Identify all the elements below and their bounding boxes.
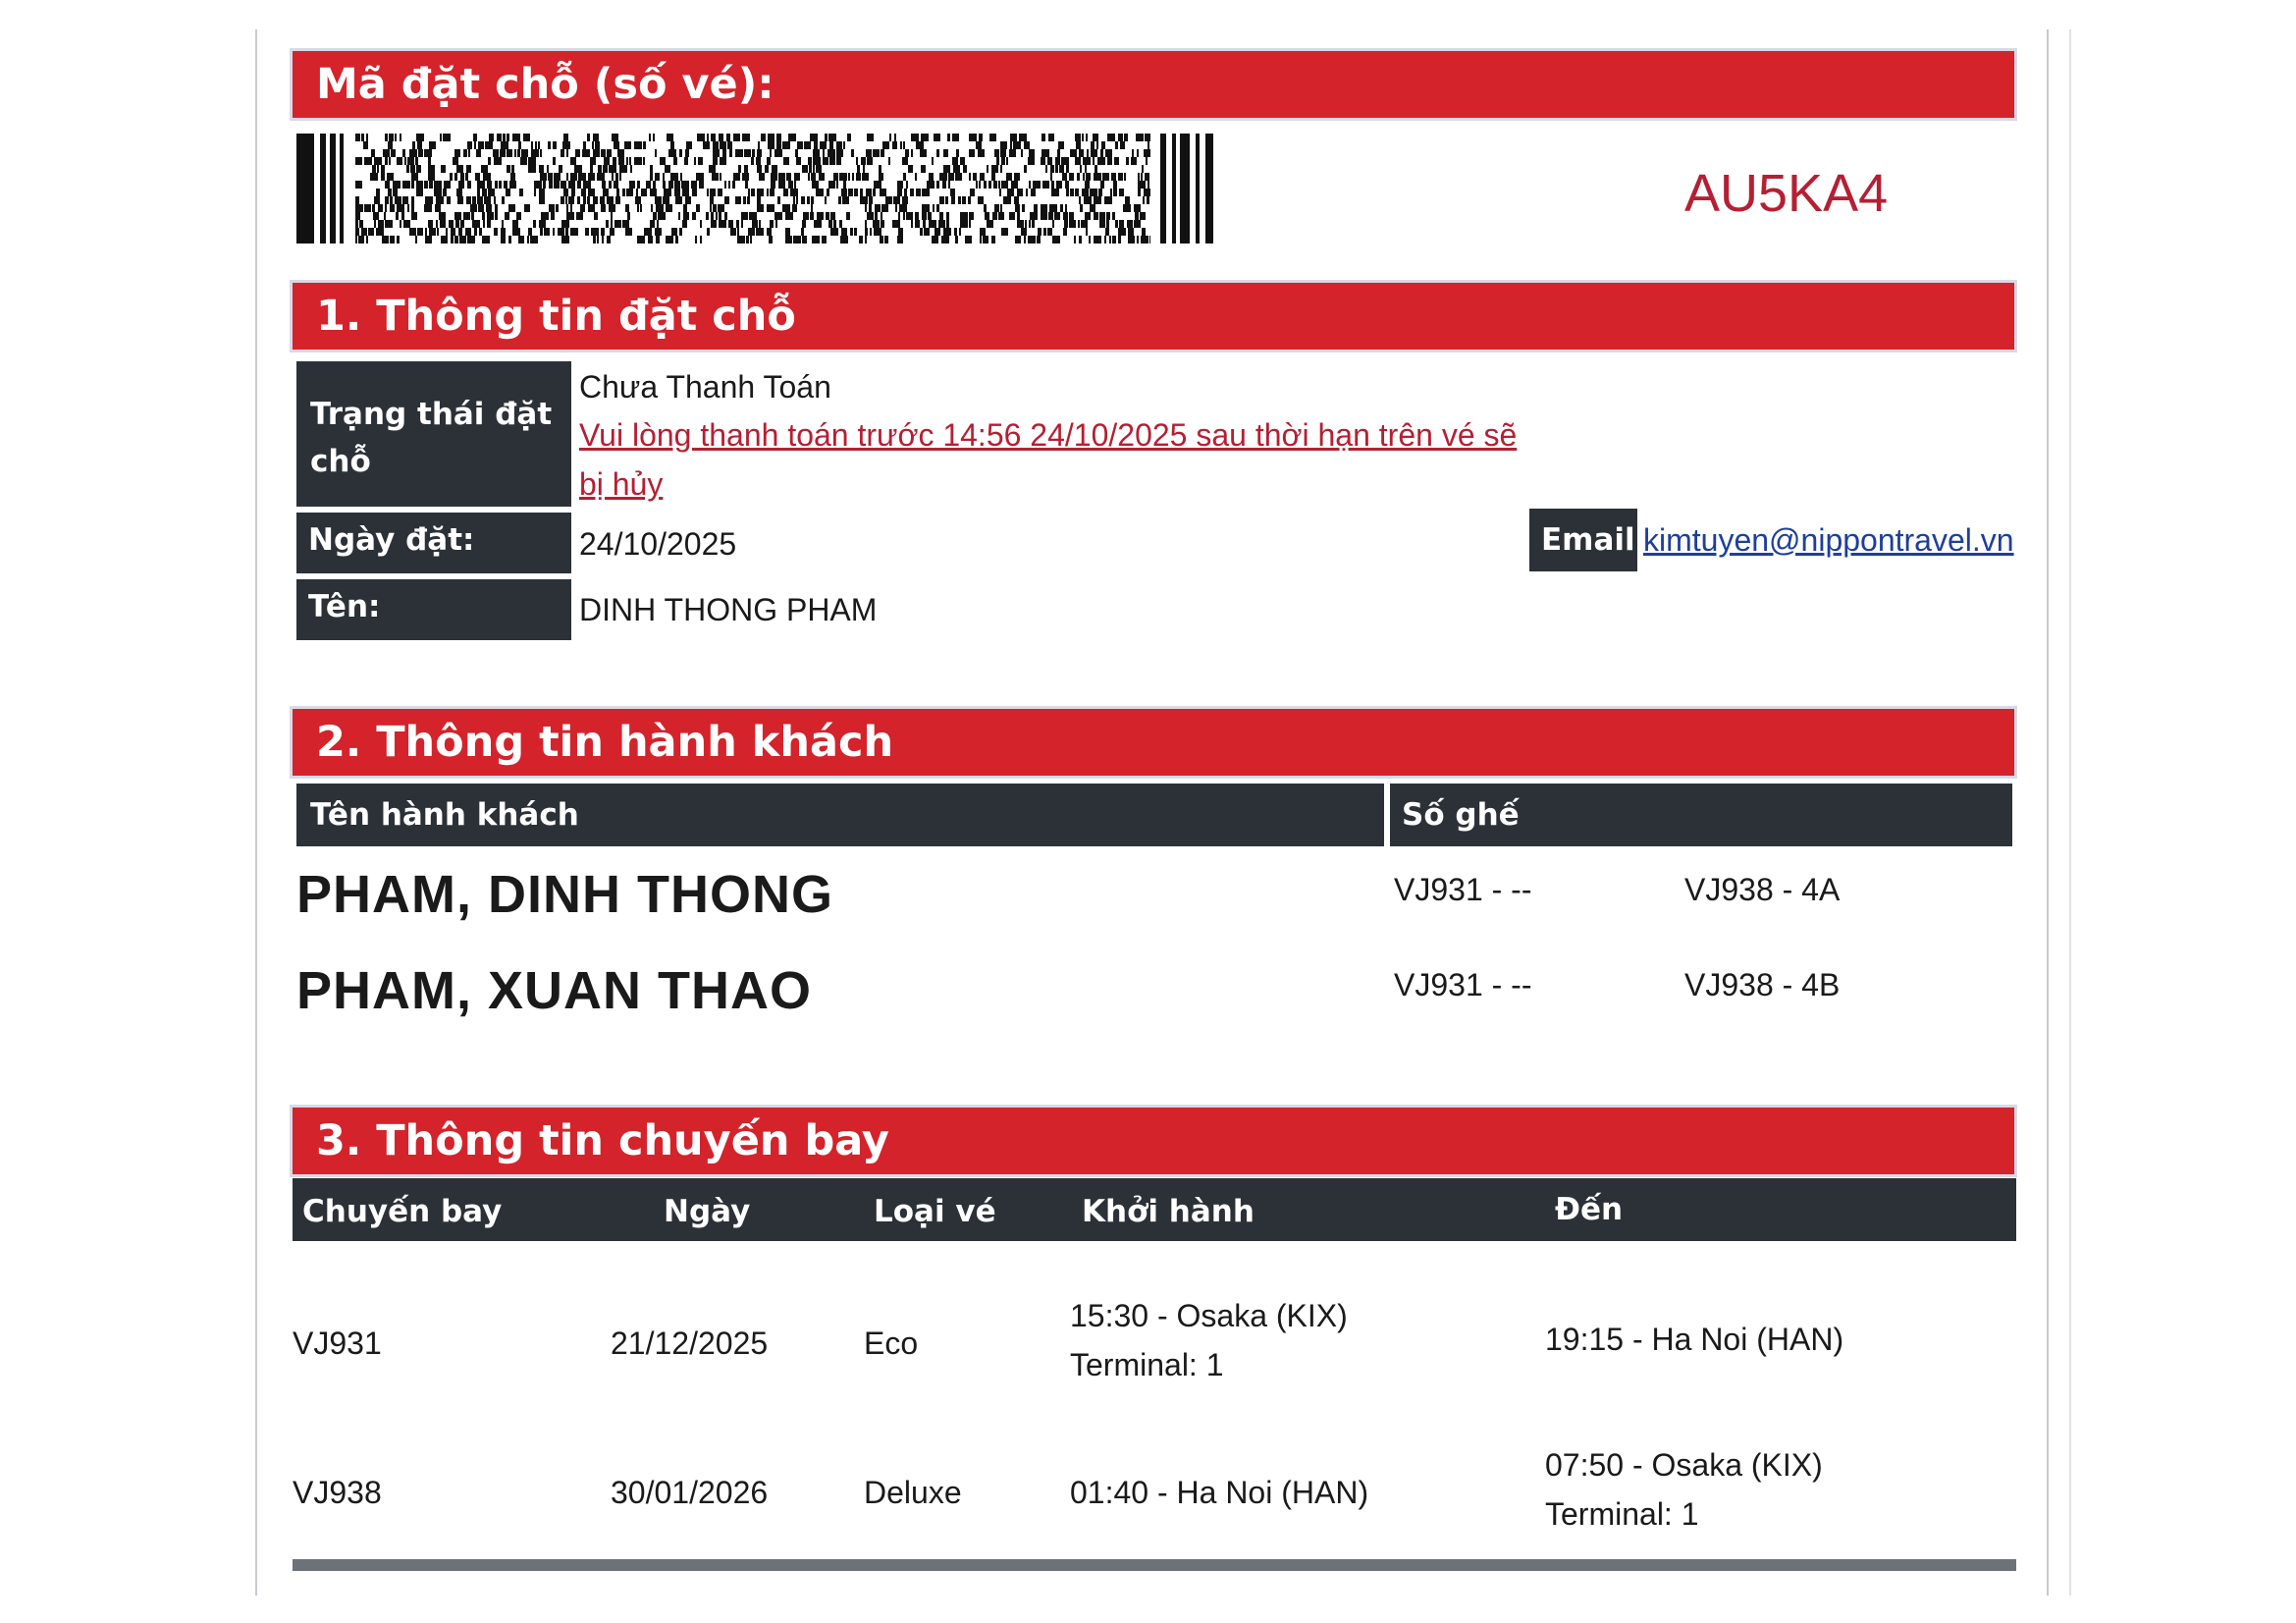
flight-number: VJ931: [293, 1325, 382, 1361]
col-flight: Chuyến bay: [302, 1194, 503, 1229]
barcode-image: [296, 134, 1215, 243]
flight-date: 21/12/2025: [611, 1325, 769, 1361]
passenger-name: PHAM, XUAN THAO: [296, 961, 812, 1020]
booking-info-heading: 1. Thông tin đặt chỗ: [293, 283, 2014, 350]
arrival-time: 07:50 - Osaka (KIX): [1545, 1447, 1823, 1483]
departure-terminal: Terminal: 1: [1070, 1347, 1224, 1382]
passenger-info-heading: 2. Thông tin hành khách: [293, 709, 2014, 776]
table-bottom-rule: [293, 1559, 2016, 1571]
page-border-right: [2047, 29, 2049, 1596]
status-label: Trạng thái đặt chỗ: [296, 361, 571, 507]
name-label: Tên:: [296, 579, 571, 640]
page-border-right-outer: [2069, 29, 2071, 1596]
passenger-name-header: Tên hành khách: [296, 784, 1384, 846]
email-label: Email: [1529, 509, 1637, 571]
date-value: 24/10/2025: [579, 526, 737, 562]
col-date: Ngày: [664, 1194, 751, 1229]
seat-header: Số ghế: [1390, 784, 2012, 846]
booking-code: AU5KA4: [1684, 164, 1889, 223]
email-link[interactable]: kimtuyen@nippontravel.vn: [1643, 522, 2014, 558]
status-value: Chưa Thanh Toán: [579, 369, 831, 405]
passenger-name: PHAM, DINH THONG: [296, 865, 833, 924]
arrival-time: 19:15 - Ha Noi (HAN): [1545, 1322, 1844, 1357]
name-value: DINH THONG PHAM: [579, 592, 878, 627]
arrival-terminal: Terminal: 1: [1545, 1496, 1699, 1532]
flight-info-heading: 3. Thông tin chuyến bay: [293, 1108, 2014, 1174]
flight-number: VJ938: [293, 1475, 382, 1510]
fare-class: Deluxe: [864, 1475, 962, 1510]
departure-time: 15:30 - Osaka (KIX): [1070, 1298, 1348, 1333]
payment-deadline-note[interactable]: Vui lòng thanh toán trước 14:56 24/10/2025 sau thời hạn trên vé sẽ bị hủy: [579, 417, 1518, 502]
seat-return: VJ938 - 4B: [1684, 967, 1841, 1002]
seat-outbound: VJ931 - --: [1394, 872, 1532, 907]
fare-class: Eco: [864, 1325, 919, 1361]
flight-date: 30/01/2026: [611, 1475, 769, 1510]
col-arrival: Đến: [1555, 1192, 1624, 1227]
col-fare-class: Loại vé: [874, 1194, 996, 1229]
col-departure: Khởi hành: [1082, 1194, 1255, 1229]
page-border-left: [255, 29, 257, 1596]
booking-code-heading: Mã đặt chỗ (số vé):: [293, 51, 2014, 118]
seat-outbound: VJ931 - --: [1394, 967, 1532, 1002]
seat-return: VJ938 - 4A: [1684, 872, 1841, 907]
departure-time: 01:40 - Ha Noi (HAN): [1070, 1475, 1369, 1510]
flight-table-header: [293, 1178, 2016, 1241]
date-label: Ngày đặt:: [296, 513, 571, 573]
